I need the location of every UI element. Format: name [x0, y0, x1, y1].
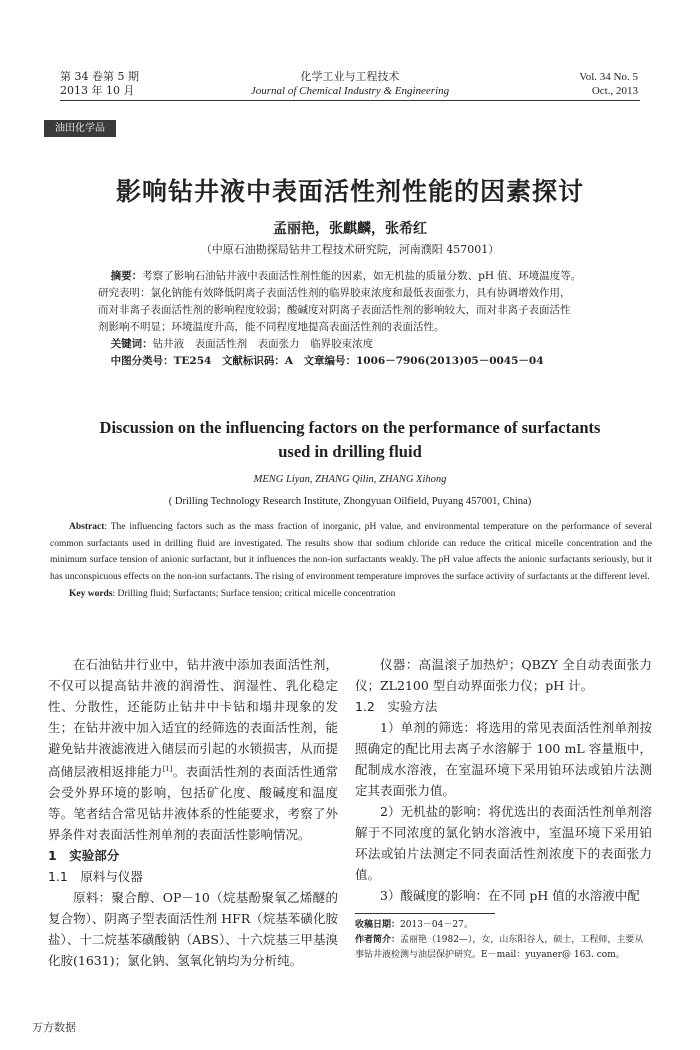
english-title-line2: used in drilling fluid: [278, 442, 422, 461]
body-right-column: [355, 654, 652, 906]
english-title: [40, 416, 660, 464]
keywords-cn: 关键词：钻井液 表面活性剂 表面张力 临界胶束浓度: [110, 338, 374, 350]
body-left-column: [48, 654, 338, 971]
intro-paragraph: 在石油钻井行业中，钻井液中添加表面活性剂，不仅可以提高钻井液的润滑性、润湿性、乳化稳定性、分散性，还能防止钻井中卡钻和塌井现象的发生；在钻井液中加入适宜的经筛选的表面活性剂，能避免钻井液滤液进入储层而引起的水锁损害，从而提高储层液相返排能力[1]。表面活性剂的表面活性通常会受外界环境的影响，包括矿化度、酸碱度和温度等。笔者结合常见钻井液体系的性能要求，考察了外界条件对表面活性剂单剂的表面活性影响情况。: [48, 657, 338, 843]
method-step: 2）无机盐的影响：将优选出的表面活性剂单剂溶解于不同浓度的氯化钠水溶液中，室温环境下采用铂环法或铂片法测定不同表面活性剂浓度下的表面张力值。: [355, 804, 652, 882]
vol-no-en: Vol. 34 No. 5: [579, 71, 638, 83]
affiliation-cn: （中原石油勘探局钻井工程技术研究院，河南濮阳 457001）: [200, 243, 500, 256]
subsection-heading: 1.2 实验方法: [355, 699, 438, 714]
footnote: [355, 918, 652, 963]
volume-issue: 第 34 卷第 5 期: [60, 70, 139, 83]
header-right: [579, 70, 638, 98]
english-title-line1: Discussion on the influencing factors on the performance of surfactants: [99, 418, 601, 437]
abstract-cn-line: 剂影响不明显；环境温度升高，能不同程度地提高表面活性剂的表面活性。: [98, 321, 445, 333]
abstract-en: [50, 519, 652, 603]
footnote-rule: [355, 913, 495, 914]
abstract-label: 摘要：: [110, 270, 143, 282]
affiliation-en: ( Drilling Technology Research Institute, Zhongyuan Oilfield, Puyang 457001, China): [168, 496, 532, 507]
header-rule: [60, 100, 640, 101]
date-en: Oct., 2013: [591, 85, 638, 97]
abstract-cn-line: 摘要：考察了影响石油钻井液中表面活性剂性能的因素，如无机盐的质量分数、pH 值、环境温度等。: [110, 270, 582, 282]
subsection-heading: 1.1 原料与仪器: [48, 869, 143, 885]
page-title: 影响钻井液中表面活性剂性能的因素探讨: [115, 177, 584, 206]
section-tag: 油田化学品: [44, 120, 116, 137]
classification-line: 中图分类号：TE254 文献标识码：A 文章编号：1006－7906(2013)05－0045－04: [110, 355, 544, 367]
keywords-en: Key words: Drilling fluid; Surfactants; Surface tension; critical micelle concentration: [69, 588, 396, 599]
authors-en: MENG Liyan, ZHANG Qilin, ZHANG Xihong: [253, 474, 447, 485]
authors-cn: 孟丽艳，张麒麟，张希红: [273, 221, 427, 237]
issue-date: 2013 年 10 月: [60, 84, 135, 97]
materials-paragraph: 原料：聚合醇、OP－10（烷基酚聚氧乙烯醚的复合物）、阴离子型表面活性剂 HFR（烷基苯磺化胺盐）、十二烷基苯磺酸钠（ABS）、十六烷基三甲基溴化胺(1631)；氯化钠、氢氧化钠均为分析纯。: [48, 890, 338, 969]
journal-name-cn: 化学工业与工程技术: [300, 70, 400, 83]
abstract-cn: [98, 268, 602, 370]
abstract-en-body: Abstract: The influencing factors such as the mass fraction of inorganic, pH value, and environmental temperature on the performance of several common surfactants used in drilling fluid are investigated. The results show that sodium chloride can reduce the critical micelle concentration and the minimum surface tension of anionic surfactant, but it influences the non-ion surfactants weakly. The pH value affects the anionic surfactants seriously, but it has unconspicuous effects on the non-ion surfactants. The rising of environment temperature improves the surface activity of surfactants at the different level.: [50, 522, 652, 583]
received-date: 收稿日期：2013－04－27。: [355, 920, 473, 930]
instruments-paragraph: 仪器：高温滚子加热炉；QBZY 全自动表面张力仪；ZL2100 型自动界面张力仪；pH 计。: [355, 657, 652, 693]
method-step: 3）酸碱度的影响：在不同 pH 值的水溶液中配: [380, 888, 640, 903]
abstract-en-label: Abstract: [69, 522, 105, 532]
section-heading: 1 实验部分: [48, 848, 120, 864]
journal-name-en: Journal of Chemical Industry & Engineering: [250, 85, 450, 97]
abstract-cn-line: 研究表明：氯化钠能有效降低阴离子表面活性剂的临界胶束浓度和最低表面张力，具有协调增效作用，: [98, 287, 571, 299]
method-step: 1）单剂的筛选：将选用的常见表面活性剂单剂按照确定的配比用去离子水溶解于 100 mL 容量瓶中，配制成水溶液，在室温环境下采用铂环法或铂片法测定其表面张力值。: [355, 720, 652, 798]
source-watermark: 万方数据: [32, 1021, 76, 1034]
author-bio: 作者简介：孟丽艳（1982—），女，山东阳谷人，硕士，工程师，主要从事钻井液检测与油层保护研究。E－mail：yuyaner@ 163. com。: [355, 935, 644, 960]
abstract-cn-line: 而对非离子表面活性剂的影响程度较弱；酸碱度对阴离子表面活性剂的影响较大，而对非离子表面活性: [98, 304, 571, 316]
citation-ref[interactable]: [1]: [162, 765, 173, 773]
